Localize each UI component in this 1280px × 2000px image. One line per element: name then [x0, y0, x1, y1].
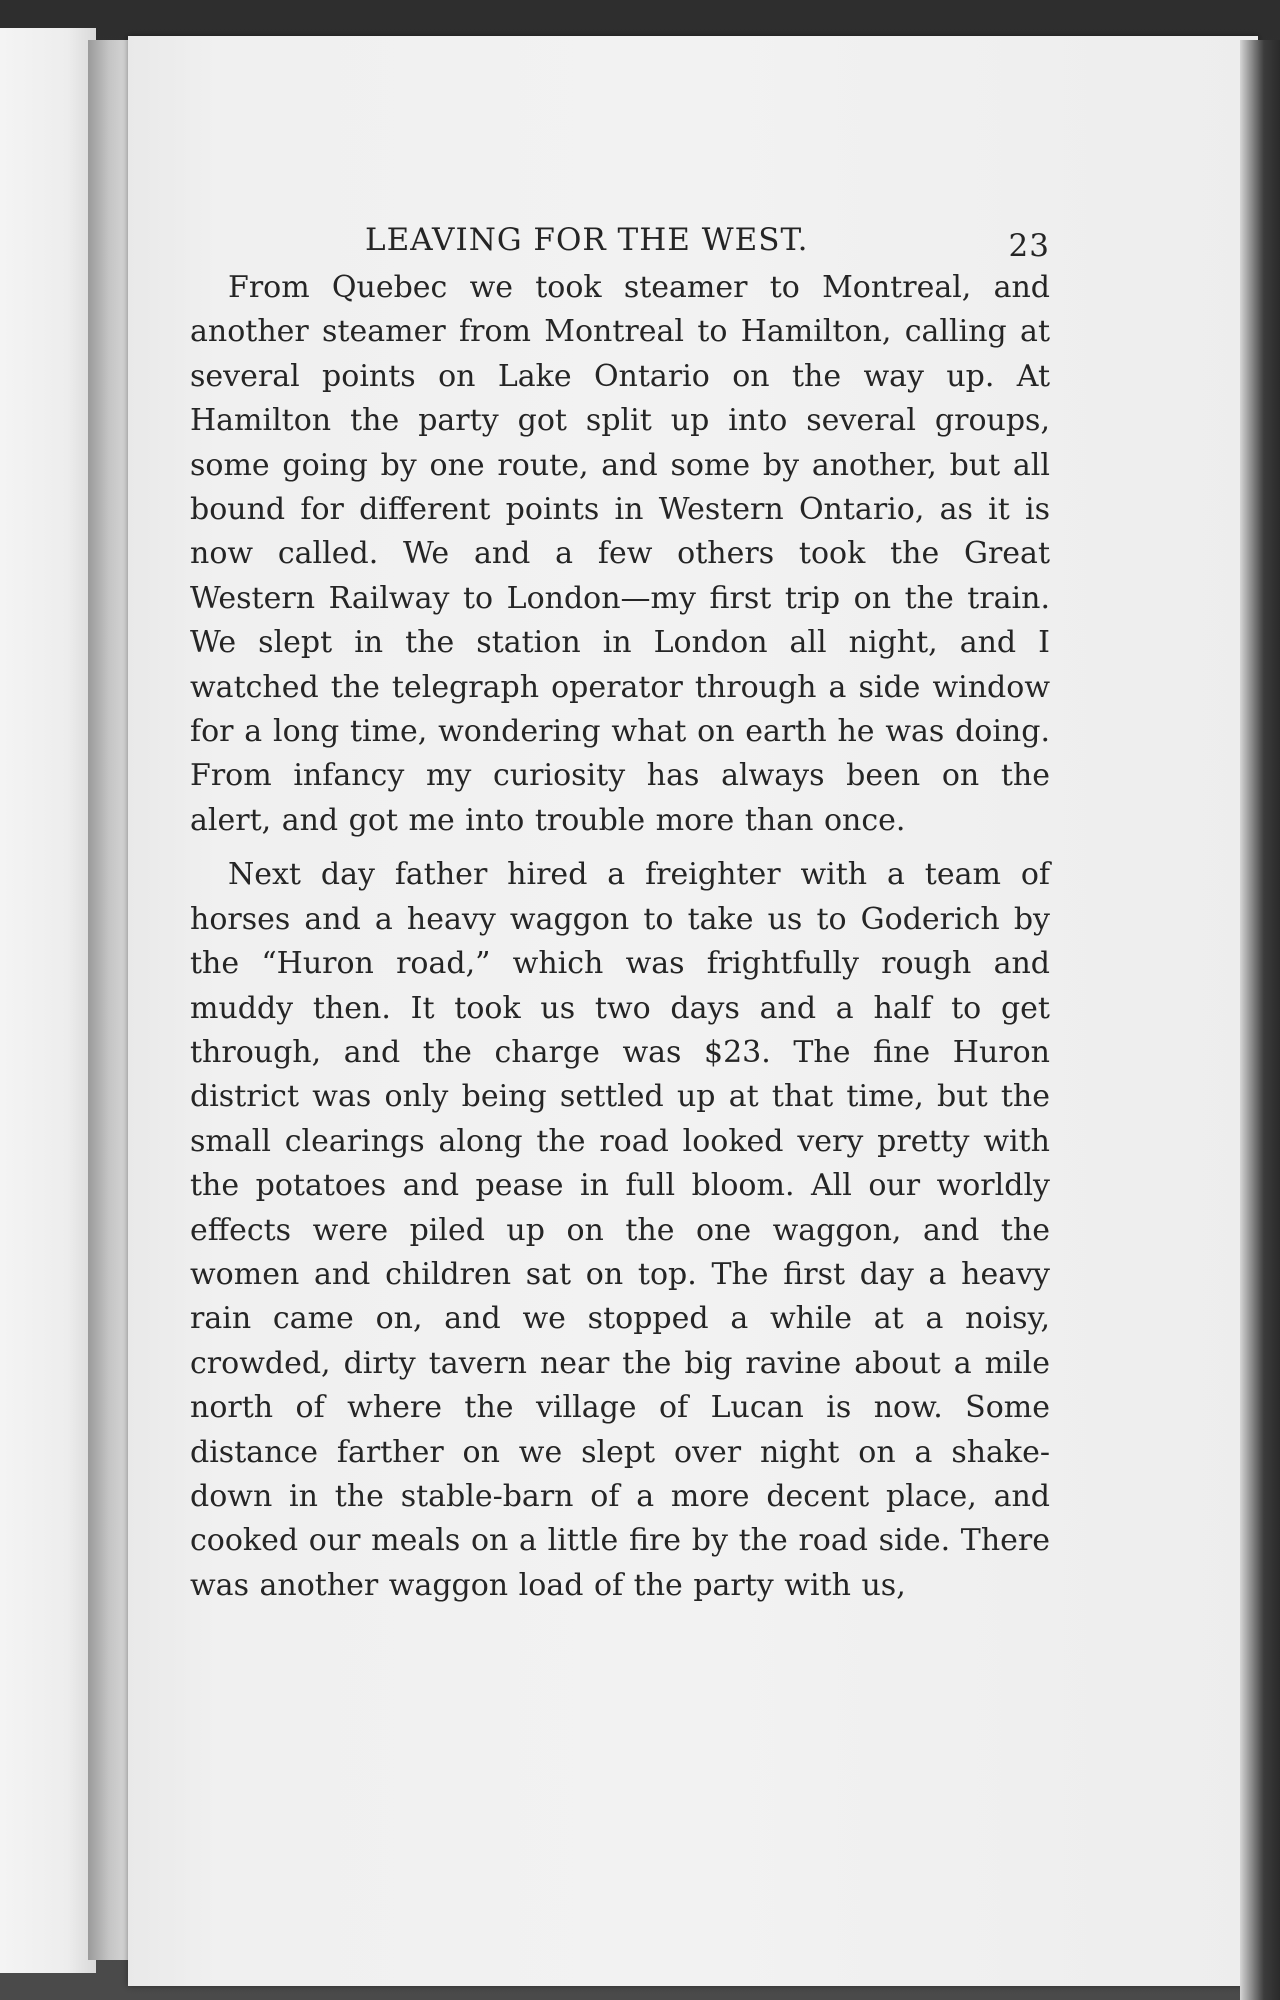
facing-page-edge	[0, 28, 96, 1973]
paragraph-2: Next day father hired a freighter with a team of horses and a heavy waggon to take us to Goderich by the “Huron road,” which was frightfully rough and muddy then. It took us two days and a half to get through, and the charge was $23. The fine Huron district was only being settled up at that time, but the small clearings along the road looked very pretty with the potatoes and pease in full bloom. All our worldly effects were piled up on the one waggon, and the women and children sat on top. The first day a heavy rain came on, and we stopped a while at a noisy, crowded, dirty tavern near the big ravine about a mile north of where the village of Lucan is now. Some distance farther on we slept over night on a shake-down in the stable-barn of a more decent place, and cooked our meals on a little fire by the road side. There was another waggon load of the party with us,	[190, 857, 1050, 1603]
paragraph-1: From Quebec we took steamer to Montreal, and another steamer from Montreal to Hamilton, calling at several points on Lake Ontario on the way up. At Hamilton the party got split up into several groups, some going by one route, and some by another, but all bound for different points in Western Ontario, as it is now called. We and a few others took the Great Western Railway to London—my first trip on the train. We slept in the station in London all night, and I watched the telegraph operator through a side window for a long time, wondering what on earth he was doing. From infancy my curiosity has always been on the alert, and got me into trouble more than once.	[190, 270, 1050, 838]
page-header	[190, 210, 1050, 266]
page-number: 23	[1008, 228, 1050, 264]
page-content	[190, 210, 1050, 1618]
running-title: LEAVING FOR THE WEST.	[365, 222, 809, 258]
page-edge-shadow	[1240, 40, 1280, 2000]
